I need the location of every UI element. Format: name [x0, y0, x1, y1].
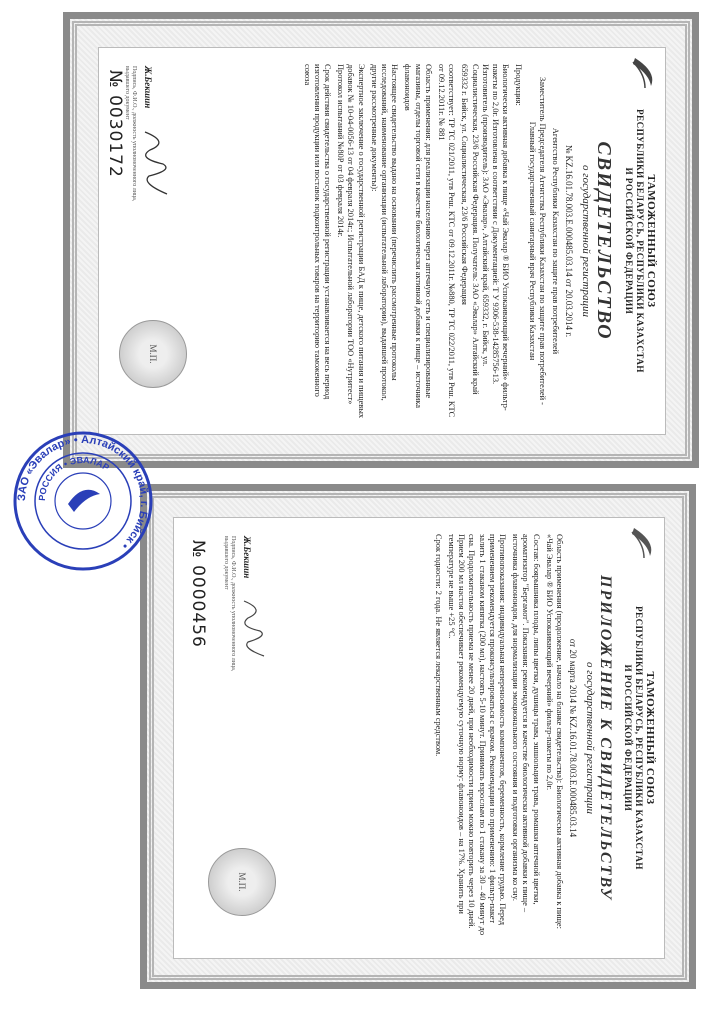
appendix-title: ПРИЛОЖЕНИЕ К СВИДЕТЕЛЬСТВУ — [597, 575, 614, 901]
protocols-text: Экспертное заключение о государственной регистрации БАД к пище, детского питания и пищевых добавок № 10-04-0056-13 от 04 февраля 2014г.; Испытательной лаборатории ТОО «Нутритест» Протокол испытаний №80Р от 03 февраля 2014г. — [336, 64, 366, 419]
stamp-logo-icon — [68, 490, 100, 512]
registration-certificate — [63, 12, 699, 468]
usage-area: Область применения: для реализации населению через аптечную сеть и специализированные магазины, отделы торговой сети в качестве биологически активной добавки к пище – источника флавоноидов — [403, 64, 433, 408]
appendix-usage-area: Область применения (продолжение, начало на бланке свидетельства): Биологически активная добавка к пище: «Чай Эвалар ® БИО Успокаивающий вечерний» фильтр-пакеты по 2,0г. — [544, 534, 564, 929]
appendix-countries-line-1: РЕСПУБЛИКИ БЕЛАРУСЬ, РЕСПУБЛИКИ КАЗАХСТАН — [634, 606, 644, 870]
certificate-title: СВИДЕТЕЛЬСТВО — [593, 141, 615, 341]
product-label: Продукция: — [514, 64, 524, 106]
appendix-union-title: ТАМОЖЕННЫЙ СОЮЗ — [644, 671, 656, 805]
signer-name: Ж.Бекшин — [143, 66, 153, 109]
form-serial-number: № 0030172 — [105, 70, 125, 178]
countries-line-1: РЕСПУБЛИКИ БЕЛАРУСЬ, РЕСПУБЛИКИ КАЗАХСТАН — [635, 109, 645, 373]
appendix-shelf-life: Срок годности: 2 года. Не является лекарственным средством. — [433, 534, 443, 757]
appendix-signature-caption: Подпись, Ф.И.О., должность уполномоченного лица, выдавшего документ — [223, 536, 236, 672]
certificate-appendix — [140, 484, 696, 989]
certificate-subtitle: о государственной регистрации — [580, 165, 592, 317]
appendix-countries-line-2: И РОССИЙСКОЙ ФЕДЕРАЦИИ — [623, 664, 633, 812]
customs-union-emblem-icon — [628, 524, 658, 560]
basis-text: Настоящее свидетельство выдано на основании (перечислить рассмотренные протоколы исследований, наименование организации (испытательной лаборатории), выдавшей протокол, другие рассмотренные документы): — [369, 64, 400, 401]
signature-caption: Подпись, Ф.И.О., должность уполномоченного лица, выдавшего документ — [124, 66, 137, 202]
compliance-text: соответствует: ТР ТС 021/2011, утв Реш. КТС от 09.12.2011г. №880, ТР ТС 022/2011, утв Реш. КТС от 09.12.2011г. № 881 — [436, 64, 457, 418]
validity-text: Срок действия свидетельства о государственной регистрации устанавливается на весь период изготовления продукции или поставок подконтрольных товаров на территорию таможенного союза — [302, 64, 332, 400]
seal-placeholder: М.П. — [119, 320, 187, 388]
customs-union-emblem-icon — [629, 54, 659, 90]
authority-signatory: Заместитель Председателя Агентства Республики Казахстан по защите прав потребителей - Главный государственный санитарный врач Республики Казахстан — [527, 77, 547, 405]
appendix-signer-name: Ж.Бекшин — [242, 536, 252, 579]
company-round-stamp — [12, 430, 154, 572]
issuing-authority: Агентство Республики Казахстан по защите прав потребителей — [551, 127, 560, 355]
appendix-body — [173, 517, 665, 959]
certificate-body — [98, 47, 666, 435]
handwritten-signature — [135, 128, 175, 198]
countries-line-2: И РОССИЙСКОЙ ФЕДЕРАЦИИ — [624, 167, 634, 315]
appendix-contraindications: Противопоказания: индивидуальная непереносимость компонентов, беременность, кормление грудью. Перед применением рекомендуется проконсультироваться с врачом. Рекомендации по применению: 1 фильтр-пакет залить 1 стаканом кипятка (200 мл), настоять 5-10 минут. Принимать взрослым по 1 стакану за 30 – 40 минут до сна. Продолжительность приема не менее 20 дней, при необходимости прием можно повторить через 10 дней. Прием 200 мл настоя обеспечивает рекомендуемую суточную норму: флавоноидов – на 17%. Хранить при температуре не выше +25 °С. — [446, 534, 507, 936]
product-description: Биологически активная добавка к пище «Чай Эвалар ® БИО Успокаивающий вечерний» фильтр-пакеты по 2,0г. Изготовлена в соответствии с Документацией: Т У 9306-538-14285756-13. Изготовитель (производитель): ЗАО «Эвалар», Алтайский край, 659332, г. Бийск, ул. Социалистическая, 23/6 Российская Федерация. Получатель: ЗАО «Эвалар» Алтайский край 659332 г. Бийск, ул. Социалистическая, 23/6 Российская Федерация — [460, 64, 511, 411]
appendix-seal-placeholder: М.П. — [208, 848, 276, 916]
stamp-inner-text: РОССИЯ • ЭВАЛАР — [36, 454, 112, 502]
appendix-handwritten-signature — [236, 598, 270, 658]
stamp-outer-text: ЗАО «Эвалар» • Алтайский край, г. Бийск • — [15, 433, 151, 552]
appendix-registration-number: от 20 марта 2014 № KZ.16.01.78.003.E.000485.03.14 — [568, 638, 578, 838]
appendix-serial-number: № 0000456 — [188, 540, 208, 648]
appendix-composition: Состав: боярышника плоды, липы цветки, душицы трава, эшшольции трава, ромашки аптечной цветки, ароматизатор "Бергамот". Показания: рекомендуется в качестве биологически активной добавки к пище – источника флавоноидов, для нормализации эмоционального состояния и подготовки организма ко сну. — [511, 534, 541, 913]
registration-number: № KZ.16.01.78.003.E.000485.03.14 от 20.03.2014 г. — [564, 144, 574, 338]
appendix-subtitle: о государственной регистрации — [584, 662, 596, 814]
union-title: ТАМОЖЕННЫЙ СОЮЗ — [645, 174, 657, 308]
